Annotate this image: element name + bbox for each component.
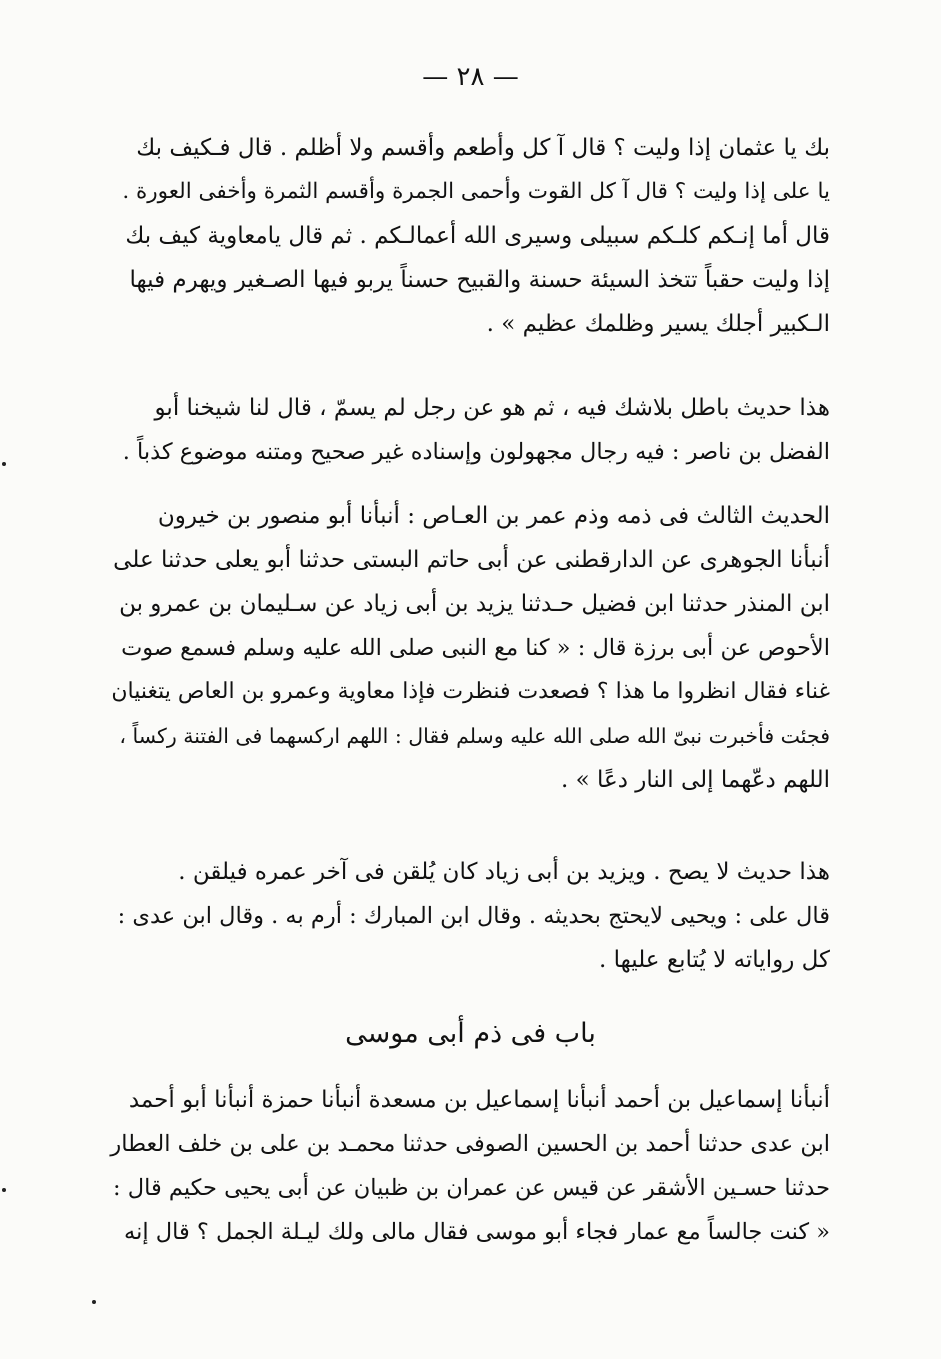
- text-line: ابن عدى حدثنا أحمد بن الحسين الصوفى حدثنا محمـد بن على بن خلف العطار: [110, 1131, 830, 1157]
- text-line: ابن المنذر حدثنا ابن فضيل حـدثنا يزيد بن أبى زياد عن سـليمان بن عمرو بن: [119, 591, 830, 617]
- text-line: كل رواياته لا يُتابع عليها .: [599, 947, 830, 973]
- scan-speck: [2, 462, 6, 466]
- paragraph-3: [110, 494, 830, 802]
- text-line: أنبأنا إسماعيل بن أحمد أنبأنا إسماعيل بن مسعدة أنبأنا حمزة أنبأنا أبو أحمد: [128, 1087, 830, 1113]
- text-line: قال على : ويحيى لايحتج بحديثه . وقال ابن المبارك : أرم به . وقال ابن عدى :: [117, 903, 830, 929]
- text-line: هذا حديث باطل بلاشك فيه ، ثم هو عن رجل لم يسمّ ، قال لنا شيخنا أبو: [154, 395, 830, 421]
- text-line: الفضل بن ناصر : فيه رجال مجهولون وإسناده غير صحيح ومتنه موضوع كذباً .: [122, 439, 830, 465]
- text-line: غناء فقال انظروا ما هذا ؟ فصعدت فنظرت فإذا معاوية وعمرو بن العاص يتغنيان: [111, 679, 830, 704]
- text-line: أنبأنا الجوهرى عن الدارقطنى عن أبى حاتم البستى حدثنا أبو يعلى حدثنا على: [113, 547, 830, 573]
- text-line: حدثنا حسـين الأشقر عن قيس عن عمران بن ظبيان عن أبى يحيى حكيم قال :: [113, 1175, 830, 1201]
- paragraph-4: [110, 850, 830, 982]
- paragraph-5: [110, 1078, 830, 1254]
- text-line: فجئت فأخبرت نبىّ الله صلى الله عليه وسلم فقال : اللهم اركسهما فى الفتنة ركساً ،: [119, 724, 830, 748]
- text-line: الـكبير أجلك يسير وظلمك عظيم » .: [486, 311, 830, 337]
- page-number: — ٢٨ —: [422, 62, 519, 92]
- paragraph-2: [110, 386, 830, 474]
- text-line: إذا وليت حقباً تتخذ السيئة حسنة والقبيح حسناً يربو فيها الصـغير ويهرم فيها: [129, 267, 830, 293]
- text-line: يا على إذا وليت ؟ قال آ كل القوت وأحمى الجمرة وأقسم الثمرة وأخفى العورة .: [122, 179, 830, 204]
- scan-speck: [92, 1300, 96, 1304]
- paragraph-1: [110, 126, 830, 346]
- section-heading: باب فى ذم أبى موسى: [345, 1018, 596, 1049]
- scan-speck: [2, 1188, 6, 1192]
- text-line: بك يا عثمان إذا وليت ؟ قال آ كل وأطعم وأقسم ولا أظلم . قال فـكيف بك: [136, 135, 830, 161]
- text-line: اللهم دعّهما إلى النار دعًا » .: [560, 767, 830, 793]
- text-line: الأحوص عن أبى برزة قال : « كنا مع النبى صلى الله عليه وسلم فسمع صوت: [121, 635, 830, 661]
- text-line: قال أما إنـكم كلـكم سبيلى وسيرى الله أعمالـكم . ثم قال يامعاوية كيف بك: [125, 223, 830, 249]
- text-line: هذا حديث لا يصح . ويزيد بن أبى زياد كان يُلقن فى آخر عمره فيلقن .: [178, 859, 830, 885]
- text-line: « كنت جالساً مع عمار فجاء أبو موسى فقال مالى ولك ليـلة الجمل ؟ قال إنه: [124, 1219, 830, 1245]
- text-line: الحديث الثالث فى ذمه وذم عمر بن العـاص : أنبأنا أبو منصور بن خيرون: [157, 503, 830, 529]
